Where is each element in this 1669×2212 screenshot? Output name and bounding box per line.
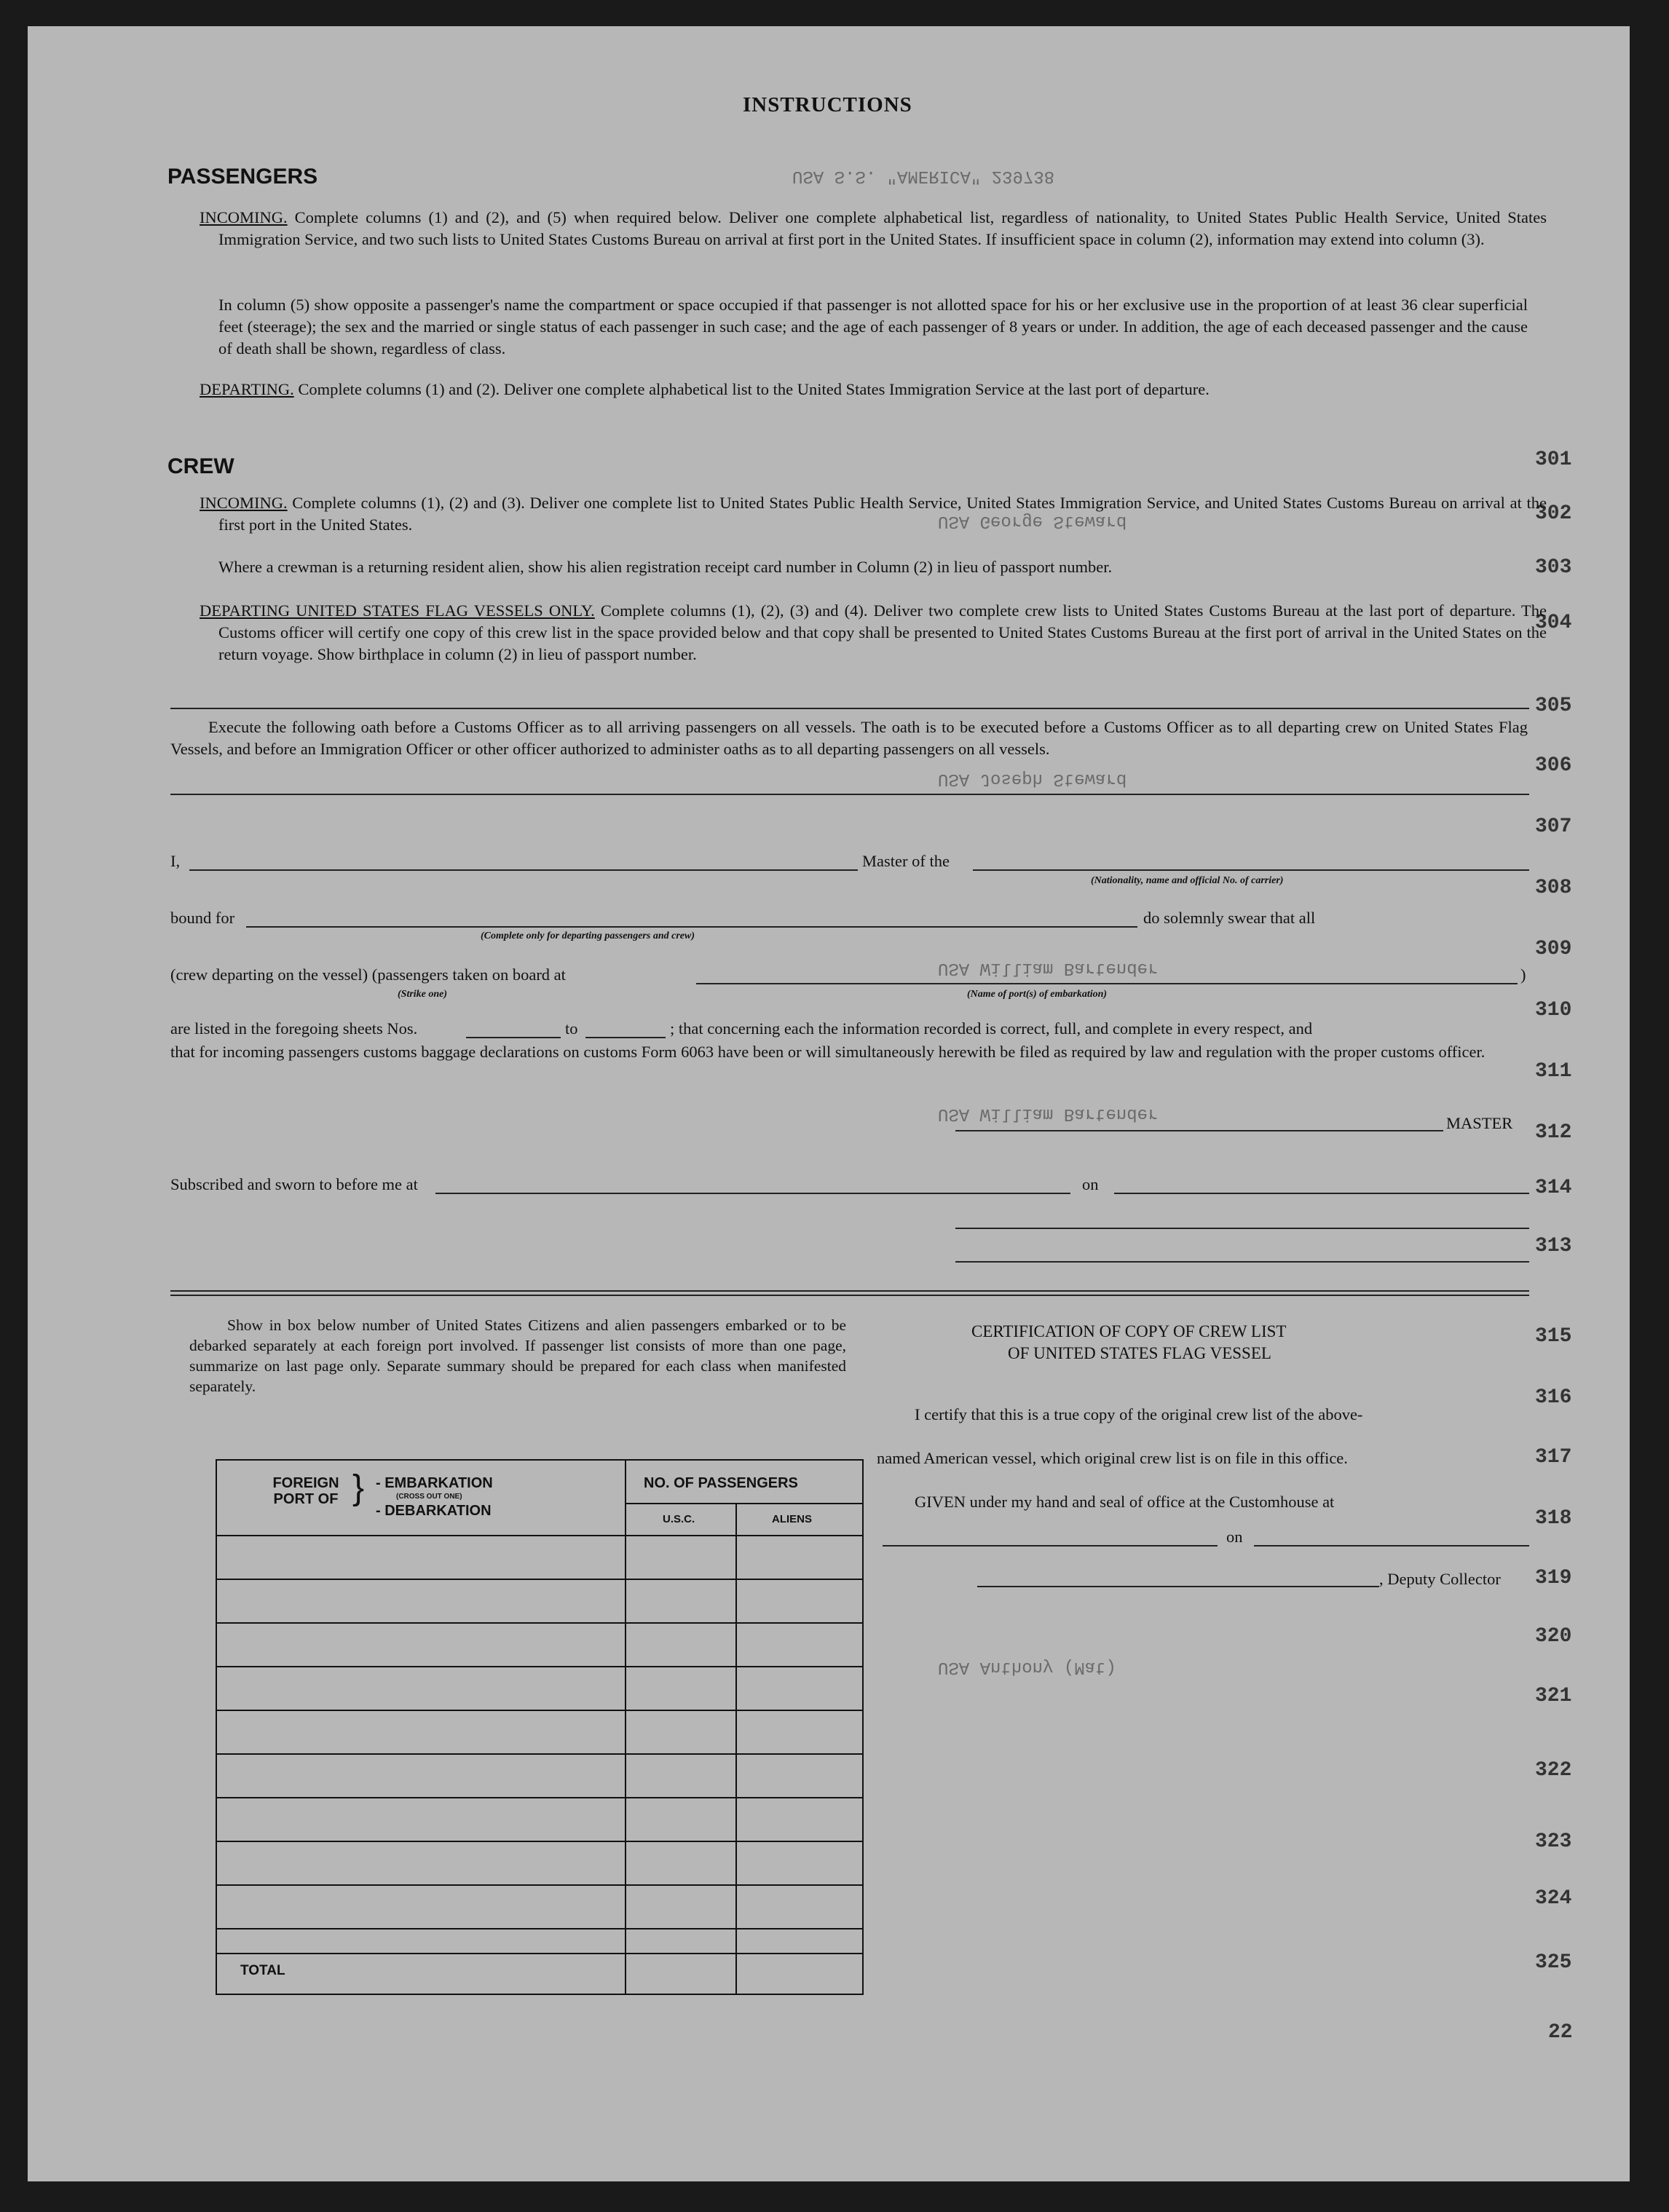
page-title: INSTRUCTIONS xyxy=(743,93,912,116)
margin-number: 307 xyxy=(1535,815,1572,838)
customhouse-place-field[interactable] xyxy=(883,1545,1218,1547)
crew-heading: CREW xyxy=(167,454,234,478)
oath-listed: are listed in the foregoing sheets Nos. xyxy=(170,1019,418,1038)
subscribed-label: Subscribed and sworn to before me at xyxy=(170,1175,418,1193)
table-row-divider xyxy=(217,1666,862,1667)
margin-number: 305 xyxy=(1535,695,1572,717)
deputy-collector-signature-field[interactable] xyxy=(977,1586,1379,1587)
bleed-through-text: USA S.S. "AMERICA" 239738 xyxy=(792,166,1055,186)
passenger-summary-table xyxy=(216,1459,864,1995)
crew-departing-text: Complete columns (1), (2), (3) and (4). Deliver two complete crew lists to United States Customs Bureau at the last port of departure. The Customs officer will certify one copy of this crew list in the space provided below and that copy shall be presented to United States Customs Bureau at the first port of arrival in the United States on the return voyage. Show birthplace in column (2) in lieu of passport number. xyxy=(218,601,1547,663)
carrier-note: (Nationality, name and official No. of carrier) xyxy=(1091,875,1284,886)
brace: } xyxy=(352,1469,365,1507)
passengers-column5: In column (5) show opposite a passenger's name the compartment or space occupied if that passenger is not allotted space for his or her exclusive use in the proportion of at least 36 clear superficial feet (steerage); the sex and the married or single status of each passenger in such case; and the age of each passenger of 8 years or under. In addition, the age of each deceased passenger and the cause of death shall be shown, regardless of class. xyxy=(218,296,1528,358)
oath-listed-to: to xyxy=(565,1019,578,1038)
officer-signature-field[interactable] xyxy=(955,1228,1529,1229)
table-row-divider xyxy=(217,1953,862,1954)
document-page xyxy=(28,26,1630,2181)
margin-number: 315 xyxy=(1535,1325,1572,1348)
destination-field[interactable] xyxy=(246,926,1137,928)
cross-out-note: (CROSS OUT ONE) xyxy=(396,1493,462,1501)
debarkation-header: - DEBARKATION xyxy=(376,1503,492,1519)
oath-swear: do solemnly swear that all xyxy=(1143,909,1316,927)
oath-intro: Execute the following oath before a Customs Officer as to all arriving passengers on all vessels. The oath is to be executed before a Customs Officer as to all departing crew on United States Flag Vessels, and before an Immigration Officer or other officer authorized to administer oaths as to all departing passengers on all vessels. xyxy=(170,718,1528,758)
deputy-collector-label: , Deputy Collector xyxy=(1379,1570,1501,1588)
sheet-from-field[interactable] xyxy=(466,1037,561,1038)
bleed-through-text: USA George Steward xyxy=(938,511,1127,531)
total-label: TOTAL xyxy=(240,1963,285,1978)
margin-number: 318 xyxy=(1535,1507,1572,1530)
summary-intro: Show in box below number of United States Citizens and alien passengers embarked or to be debarked separately at each foreign port involved. If passenger list consists of more than one page, summarize on last page only. Separate summary should be prepared for each class when manifested separately. xyxy=(189,1316,846,1395)
no-passengers-header: NO. OF PASSENGERS xyxy=(644,1475,798,1491)
table-row-divider xyxy=(217,1928,862,1929)
margin-number: 309 xyxy=(1535,938,1572,960)
bleed-through-text: USA William Bartender xyxy=(938,958,1159,978)
margin-number: 320 xyxy=(1535,1625,1572,1648)
page-number: 22 xyxy=(1548,2021,1573,2044)
passengers-incoming-label: INCOMING. xyxy=(200,208,288,226)
margin-number: 314 xyxy=(1535,1177,1572,1199)
bleed-through-text: USA Joseph Steward xyxy=(938,769,1127,789)
certification-date-field[interactable] xyxy=(1254,1545,1529,1547)
passengers-heading: PASSENGERS xyxy=(167,165,318,189)
margin-number: 306 xyxy=(1535,754,1572,777)
oath-correct: ; that concerning each the information recorded is correct, full, and complete in every respect, and xyxy=(670,1019,1313,1038)
passengers-departing-label: DEPARTING. xyxy=(200,380,294,398)
master-label: MASTER xyxy=(1446,1114,1513,1132)
oath-master-of: Master of the xyxy=(862,852,950,870)
oath-i: I, xyxy=(170,852,181,870)
margin-number: 323 xyxy=(1535,1830,1572,1853)
sworn-on-label: on xyxy=(1082,1175,1099,1193)
passengers-incoming-text: Complete columns (1) and (2), and (5) when required below. Deliver one complete alphabetical list, regardless of nationality, to United States Public Health Service, United States Immigration Service, and two such lists to United States Customs Bureau on arrival at first port in the United States. If insufficient space in column (2), information may extend into column (3). xyxy=(218,208,1547,248)
table-row-divider xyxy=(217,1753,862,1755)
strike-note: (Strike one) xyxy=(398,989,448,1000)
crew-incoming-label: INCOMING. xyxy=(200,494,288,512)
crew-incoming xyxy=(200,492,1547,536)
usc-header: U.S.C. xyxy=(663,1513,695,1525)
table-row-divider xyxy=(217,1841,862,1842)
certify-text-1: I certify that this is a true copy of the original crew list of the above- xyxy=(915,1405,1363,1423)
margin-number: 310 xyxy=(1535,999,1572,1022)
section-divider xyxy=(170,794,1529,795)
close-paren: ) xyxy=(1520,965,1526,984)
complete-note: (Complete only for departing passengers and crew) xyxy=(481,931,695,941)
table-row-divider xyxy=(217,1710,862,1711)
certification-title-1: CERTIFICATION OF COPY OF CREW LIST xyxy=(971,1322,1287,1340)
section-divider xyxy=(170,1290,1529,1292)
margin-number: 325 xyxy=(1535,1951,1572,1974)
crew-departing xyxy=(200,600,1547,665)
margin-number: 324 xyxy=(1535,1887,1572,1910)
margin-number: 316 xyxy=(1535,1386,1572,1409)
table-row-divider xyxy=(217,1535,862,1536)
crew-resident-alien: Where a crewman is a returning resident alien, show his alien registration receipt card number in Column (2) in lieu of passport number. xyxy=(218,558,1113,576)
margin-number: 319 xyxy=(1535,1567,1572,1589)
table-column-divider xyxy=(625,1461,626,1994)
embarkation-header: - EMBARKATION xyxy=(376,1475,493,1491)
section-divider xyxy=(170,708,1529,709)
margin-number: 302 xyxy=(1535,502,1572,525)
certification-on-label: on xyxy=(1226,1528,1243,1546)
table-row-divider xyxy=(217,1884,862,1886)
margin-number: 311 xyxy=(1535,1060,1572,1083)
officer-title-field[interactable] xyxy=(955,1261,1529,1263)
oath-bound-for: bound for xyxy=(170,909,235,927)
margin-number: 313 xyxy=(1535,1235,1572,1257)
carrier-field[interactable] xyxy=(973,869,1529,871)
aliens-header: ALIENS xyxy=(772,1513,813,1525)
passengers-departing-text: Complete columns (1) and (2). Deliver one complete alphabetical list to the United States Immigration Service at the last port of departure. xyxy=(293,380,1210,398)
passengers-incoming xyxy=(200,207,1547,250)
embarkation-port-field[interactable] xyxy=(696,983,1518,984)
passengers-departing xyxy=(200,379,1547,400)
margin-number: 301 xyxy=(1535,449,1572,471)
table-row-divider xyxy=(217,1797,862,1798)
table-column-divider xyxy=(735,1503,737,1994)
margin-number: 312 xyxy=(1535,1121,1572,1144)
sworn-place-field[interactable] xyxy=(435,1193,1070,1194)
foreign-port-header: FOREIGN PORT OF xyxy=(272,1475,339,1507)
margin-number: 317 xyxy=(1535,1446,1572,1469)
margin-number: 304 xyxy=(1535,612,1572,634)
oath-crew-departing: (crew departing on the vessel) (passengers taken on board at xyxy=(170,965,566,984)
bleed-through-text: USA Anthony (Mat) xyxy=(938,1657,1116,1677)
margin-number: 308 xyxy=(1535,877,1572,899)
margin-number: 303 xyxy=(1535,556,1572,579)
ports-note: (Name of port(s) of embarkation) xyxy=(967,989,1108,1000)
oath-customs: that for incoming passengers customs baggage declarations on customs Form 6063 have been or will simultaneously herewith be filed as required by law and regulation with the proper customs officer. xyxy=(170,1043,1485,1061)
given-text: GIVEN under my hand and seal of office at the Customhouse at xyxy=(915,1493,1335,1511)
bleed-through-text: USA William Bartender xyxy=(938,1104,1159,1123)
sworn-date-field[interactable] xyxy=(1114,1193,1529,1194)
table-row-divider xyxy=(217,1579,862,1580)
margin-number: 322 xyxy=(1535,1759,1572,1782)
certify-text-2: named American vessel, which original crew list is on file in this office. xyxy=(877,1449,1348,1467)
table-row-divider xyxy=(625,1503,862,1504)
crew-departing-label: DEPARTING UNITED STATES FLAG VESSELS ONLY. xyxy=(200,601,595,620)
certification-title-2: OF UNITED STATES FLAG VESSEL xyxy=(1008,1344,1271,1362)
margin-number: 321 xyxy=(1535,1685,1572,1707)
master-name-field[interactable] xyxy=(189,869,858,871)
sheet-to-field[interactable] xyxy=(585,1037,666,1038)
crew-incoming-text: Complete columns (1), (2) and (3). Deliver one complete list to United States Public Health Service, United States Immigration Service, and United States Customs Bureau on arrival at the first port in the United States. xyxy=(218,494,1547,534)
master-signature-field[interactable] xyxy=(955,1130,1443,1131)
table-row-divider xyxy=(217,1622,862,1624)
section-divider xyxy=(170,1295,1529,1296)
